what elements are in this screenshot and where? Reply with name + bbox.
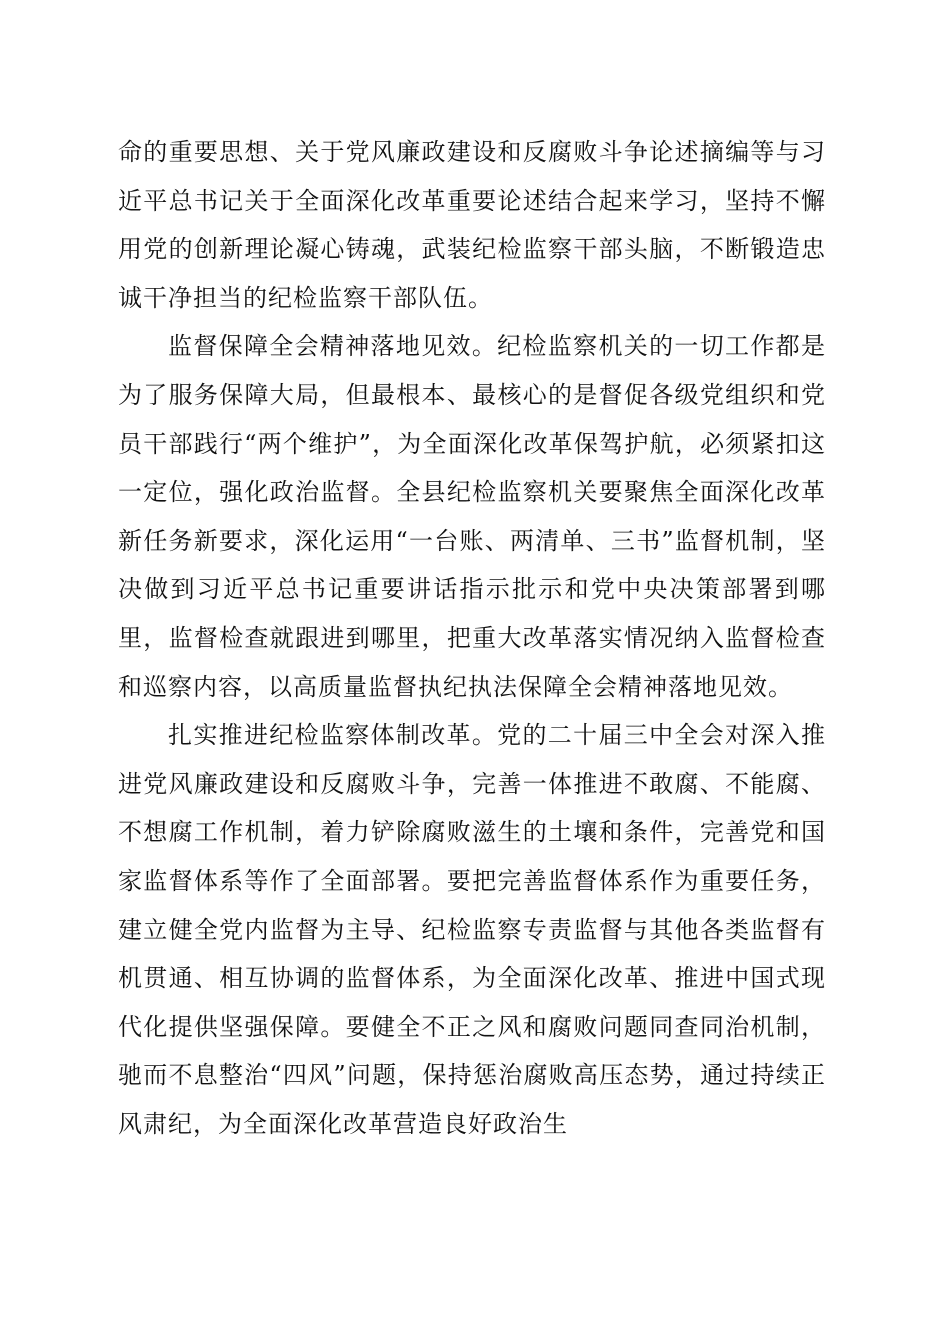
paragraph-continuation: 命的重要思想、关于党风廉政建设和反腐败斗争论述摘编等与习近平总书记关于全面深化改革重要论述结合起来学习，坚持不懈用党的创新理论凝心铸魂，武装纪检监察干部头脑，不断锻造忠诚干净担当的纪检监察干部队伍。 xyxy=(118,138,826,312)
paragraph-supervision: 监督保障全会精神落地见效。纪检监察机关的一切工作都是为了服务保障大局，但最根本、最核心的是督促各级党组织和党员干部践行“两个维护”，为全面深化改革保驾护航，必须紧扣这一定位，强化政治监督。全县纪检监察机关要聚焦全面深化改革新任务新要求，深化运用“一台账、两清单、三书”监督机制，坚决做到习近平总书记重要讲话指示批示和党中央决策部署到哪里，监督检查就跟进到哪里，把重大改革落实情况纳入监督检查和巡察内容，以高质量监督执纪执法保障全会精神落地见效。 xyxy=(118,332,826,701)
document-body xyxy=(118,128,826,1148)
paragraph-reform: 扎实推进纪检监察体制改革。党的二十届三中全会对深入推进党风廉政建设和反腐败斗争，完善一体推进不敢腐、不能腐、不想腐工作机制，着力铲除腐败滋生的土壤和条件，完善党和国家监督体系等作了全面部署。要把完善监督体系作为重要任务，建立健全党内监督为主导、纪检监察专责监督与其他各类监督有机贯通、相互协调的监督体系，为全面深化改革、推进中国式现代化提供坚强保障。要健全不正之风和腐败问题同查同治机制，驰而不息整治“四风”问题，保持惩治腐败高压态势，通过持续正风肃纪，为全面深化改革营造良好政治生 xyxy=(118,721,826,1138)
